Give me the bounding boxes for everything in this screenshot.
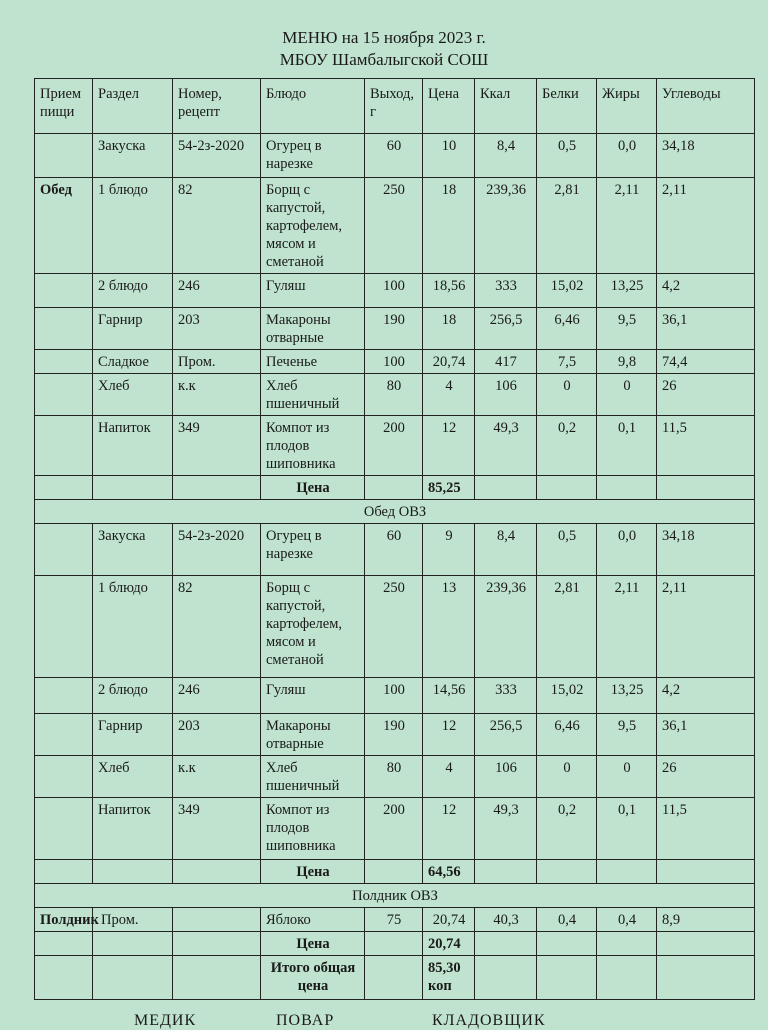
cell-meal [35, 756, 93, 798]
cell-dish: Огурец в нарезке [261, 524, 365, 576]
cell-price: 12 [423, 714, 475, 756]
cell-weight: 190 [365, 308, 423, 350]
cell-section: 1 блюдо [93, 576, 173, 678]
cell-protein: 0,2 [537, 798, 597, 860]
cell-fat: 2,11 [597, 178, 657, 274]
school-name: МБОУ Шамбалыгской СОШ [279, 50, 489, 69]
cell-recipe: 349 [173, 416, 261, 476]
cell-carbs: 26 [657, 756, 755, 798]
cell-kcal: 49,3 [475, 798, 537, 860]
table-row [35, 416, 755, 476]
cell-kcal: 40,3 [475, 908, 537, 932]
cell-dish: Гуляш [261, 678, 365, 714]
section-heading-row [35, 500, 755, 524]
section-heading-row [35, 884, 755, 908]
cell-section: Гарнир [93, 714, 173, 756]
signature-cook: ПОВАР [276, 1012, 335, 1029]
empty-cell [537, 932, 597, 956]
cell-carbs: 74,4 [657, 350, 755, 374]
total-label: Цена [261, 860, 365, 884]
empty-cell [475, 860, 537, 884]
cell-meal [35, 524, 93, 576]
cell-meal [35, 714, 93, 756]
signature-medic: МЕДИК [134, 1012, 197, 1029]
empty-cell [537, 476, 597, 500]
cell-price: 13 [423, 576, 475, 678]
cell-price: 18 [423, 308, 475, 350]
empty-cell [537, 860, 597, 884]
cell-carbs: 34,18 [657, 134, 755, 178]
cell-price: 9 [423, 524, 475, 576]
cell-price: 20,74 [423, 908, 475, 932]
empty-cell [365, 860, 423, 884]
cell-price: 12 [423, 798, 475, 860]
cell-meal [35, 576, 93, 678]
empty-cell [597, 476, 657, 500]
table-row [35, 274, 755, 308]
cell-carbs: 34,18 [657, 524, 755, 576]
cell-price: 20,74 [423, 350, 475, 374]
cell-recipe: 54-2з-2020 [173, 524, 261, 576]
cell-kcal: 49,3 [475, 416, 537, 476]
cell-kcal: 256,5 [475, 308, 537, 350]
cell-dish: Гуляш [261, 274, 365, 308]
cell-dish: Хлеб пшеничный [261, 374, 365, 416]
cell-dish: Борщ с капустой, картофелем, мясом и сметаной [261, 178, 365, 274]
cell-dish: Огурец в нарезке [261, 134, 365, 178]
col-header-carbs: Углеводы [657, 79, 755, 134]
cell-carbs: 11,5 [657, 798, 755, 860]
cell-carbs: 36,1 [657, 308, 755, 350]
cell-protein: 0 [537, 756, 597, 798]
empty-cell [35, 956, 93, 1000]
cell-weight: 100 [365, 350, 423, 374]
cell-price: 4 [423, 374, 475, 416]
cell-meal [35, 274, 93, 308]
cell-price: 10 [423, 134, 475, 178]
cell-price: 18,56 [423, 274, 475, 308]
cell-dish: Борщ с капустой, картофелем, мясом и сметаной [261, 576, 365, 678]
cell-meal [35, 308, 93, 350]
cell-weight: 200 [365, 798, 423, 860]
empty-cell [35, 860, 93, 884]
cell-weight: 100 [365, 678, 423, 714]
empty-cell [93, 956, 173, 1000]
cell-fat: 0 [597, 374, 657, 416]
cell-carbs: 4,2 [657, 274, 755, 308]
cell-weight: 250 [365, 178, 423, 274]
grand-total-label: Итого общая цена [261, 956, 365, 1000]
empty-cell [93, 860, 173, 884]
table-row [35, 798, 755, 860]
cell-price: 18 [423, 178, 475, 274]
empty-cell [35, 932, 93, 956]
cell-fat: 0,0 [597, 524, 657, 576]
cell-meal [35, 416, 93, 476]
empty-cell [657, 860, 755, 884]
cell-protein: 6,46 [537, 714, 597, 756]
table-row [35, 178, 755, 274]
cell-protein: 15,02 [537, 678, 597, 714]
cell-meal [35, 678, 93, 714]
cell-meal [35, 374, 93, 416]
table-body [35, 134, 755, 1000]
cell-dish: Макароны отварные [261, 308, 365, 350]
empty-cell [365, 932, 423, 956]
col-header-kcal: Ккал [475, 79, 537, 134]
empty-cell [173, 932, 261, 956]
cell-protein: 2,81 [537, 576, 597, 678]
cell-recipe: 203 [173, 308, 261, 350]
table-row [35, 134, 755, 178]
cell-meal [35, 350, 93, 374]
cell-recipe: 82 [173, 576, 261, 678]
cell-kcal: 239,36 [475, 576, 537, 678]
cell-weight: 80 [365, 756, 423, 798]
empty-cell [657, 932, 755, 956]
cell-carbs: 2,11 [657, 178, 755, 274]
cell-recipe: 246 [173, 678, 261, 714]
cell-protein: 2,81 [537, 178, 597, 274]
table-row [35, 374, 755, 416]
cell-recipe: 203 [173, 714, 261, 756]
cell-recipe: Пром. [173, 350, 261, 374]
cell-kcal: 8,4 [475, 134, 537, 178]
cell-recipe: 349 [173, 798, 261, 860]
cell-carbs: 2,11 [657, 576, 755, 678]
cell-fat: 9,5 [597, 714, 657, 756]
cell-carbs: 36,1 [657, 714, 755, 756]
cell-recipe: к.к [173, 374, 261, 416]
cell-price: 4 [423, 756, 475, 798]
col-header-meal: Прием пищи [35, 79, 93, 134]
section-total-row [35, 860, 755, 884]
signature-storekeeper: КЛАДОВЩИК [432, 1012, 546, 1029]
cell-price: 12 [423, 416, 475, 476]
cell-section: Напиток [93, 798, 173, 860]
cell-recipe: 246 [173, 274, 261, 308]
cell-kcal: 239,36 [475, 178, 537, 274]
col-header-dish: Блюдо [261, 79, 365, 134]
cell-weight: 60 [365, 524, 423, 576]
empty-cell [657, 956, 755, 1000]
cell-meal [35, 134, 93, 178]
cell-fat: 0,1 [597, 416, 657, 476]
section-total-row [35, 932, 755, 956]
col-header-weight: Выход, г [365, 79, 423, 134]
empty-cell [93, 932, 173, 956]
col-header-fat: Жиры [597, 79, 657, 134]
cell-dish: Компот из плодов шиповника [261, 416, 365, 476]
cell-kcal: 256,5 [475, 714, 537, 756]
cell-section: Закуска [93, 524, 173, 576]
table-row [35, 714, 755, 756]
cell-dish: Компот из плодов шиповника [261, 798, 365, 860]
cell-fat: 9,5 [597, 308, 657, 350]
cell-weight: 100 [365, 274, 423, 308]
cell-fat: 9,8 [597, 350, 657, 374]
cell-fat: 2,11 [597, 576, 657, 678]
cell-recipe: к.к [173, 756, 261, 798]
cell-fat: 0,1 [597, 798, 657, 860]
cell-carbs: 8,9 [657, 908, 755, 932]
cell-dish: Яблоко [261, 908, 365, 932]
cell-fat: 0,4 [597, 908, 657, 932]
cell-section: Напиток [93, 416, 173, 476]
section-heading: Обед ОВЗ [35, 500, 755, 524]
cell-dish: Макароны отварные [261, 714, 365, 756]
cell-kcal: 417 [475, 350, 537, 374]
cell-protein: 7,5 [537, 350, 597, 374]
cell-weight: 75 [365, 908, 423, 932]
empty-cell [365, 476, 423, 500]
empty-cell [35, 476, 93, 500]
cell-dish: Печенье [261, 350, 365, 374]
cell-meal [35, 798, 93, 860]
cell-section: Сладкое [93, 350, 173, 374]
cell-weight: 250 [365, 576, 423, 678]
cell-protein: 6,46 [537, 308, 597, 350]
table-row [35, 350, 755, 374]
empty-cell [597, 932, 657, 956]
cell-carbs: 4,2 [657, 678, 755, 714]
cell-section: Пром. [93, 908, 173, 932]
cell-protein: 15,02 [537, 274, 597, 308]
cell-protein: 0,2 [537, 416, 597, 476]
cell-section: Хлеб [93, 756, 173, 798]
table-row [35, 524, 755, 576]
col-header-price: Цена [423, 79, 475, 134]
menu-table [34, 78, 755, 1000]
document-title: МЕНЮ на 15 ноября 2023 г. [282, 28, 486, 47]
empty-cell [597, 956, 657, 1000]
cell-kcal: 106 [475, 374, 537, 416]
total-value: 64,56 [423, 860, 475, 884]
cell-kcal: 333 [475, 274, 537, 308]
cell-weight: 190 [365, 714, 423, 756]
cell-recipe [173, 908, 261, 932]
section-total-row [35, 476, 755, 500]
empty-cell [537, 956, 597, 1000]
cell-protein: 0,5 [537, 524, 597, 576]
empty-cell [173, 956, 261, 1000]
total-label: Цена [261, 476, 365, 500]
total-value: 20,74 [423, 932, 475, 956]
cell-weight: 80 [365, 374, 423, 416]
cell-section: 2 блюдо [93, 274, 173, 308]
cell-section: 2 блюдо [93, 678, 173, 714]
cell-fat: 13,25 [597, 274, 657, 308]
cell-weight: 60 [365, 134, 423, 178]
cell-protein: 0,4 [537, 908, 597, 932]
cell-recipe: 54-2з-2020 [173, 134, 261, 178]
cell-dish: Хлеб пшеничный [261, 756, 365, 798]
col-header-recipe: Номер, рецепт [173, 79, 261, 134]
total-label: Цена [261, 932, 365, 956]
cell-kcal: 8,4 [475, 524, 537, 576]
cell-section: Хлеб [93, 374, 173, 416]
empty-cell [475, 476, 537, 500]
empty-cell [173, 476, 261, 500]
table-header-row [35, 79, 755, 134]
empty-cell [365, 956, 423, 1000]
cell-protein: 0,5 [537, 134, 597, 178]
table-row [35, 308, 755, 350]
cell-section: 1 блюдо [93, 178, 173, 274]
cell-fat: 0 [597, 756, 657, 798]
cell-meal: Полдник [35, 908, 93, 932]
cell-meal: Обед [35, 178, 93, 274]
cell-price: 14,56 [423, 678, 475, 714]
grand-total-value: 85,30 коп [423, 956, 475, 1000]
cell-carbs: 26 [657, 374, 755, 416]
cell-kcal: 333 [475, 678, 537, 714]
col-header-protein: Белки [537, 79, 597, 134]
cell-recipe: 82 [173, 178, 261, 274]
table-row [35, 678, 755, 714]
cell-carbs: 11,5 [657, 416, 755, 476]
table-row [35, 576, 755, 678]
cell-fat: 13,25 [597, 678, 657, 714]
cell-weight: 200 [365, 416, 423, 476]
table-row [35, 756, 755, 798]
col-header-section: Раздел [93, 79, 173, 134]
empty-cell [93, 476, 173, 500]
cell-protein: 0 [537, 374, 597, 416]
grand-total-row [35, 956, 755, 1000]
empty-cell [657, 476, 755, 500]
cell-fat: 0,0 [597, 134, 657, 178]
cell-section: Гарнир [93, 308, 173, 350]
total-value: 85,25 [423, 476, 475, 500]
cell-section: Закуска [93, 134, 173, 178]
cell-kcal: 106 [475, 756, 537, 798]
empty-cell [597, 860, 657, 884]
empty-cell [173, 860, 261, 884]
section-heading: Полдник ОВЗ [35, 884, 755, 908]
table-row [35, 908, 755, 932]
empty-cell [475, 932, 537, 956]
empty-cell [475, 956, 537, 1000]
